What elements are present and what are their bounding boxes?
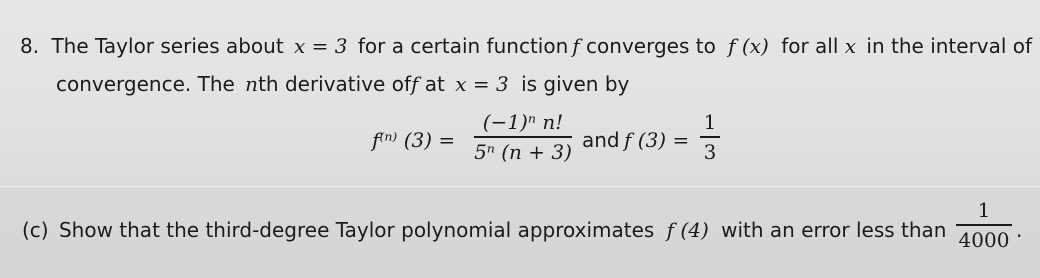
center-condition: x = 3 [294, 34, 348, 58]
error-bound-numerator: 1 [977, 198, 991, 222]
error-bound-fraction [956, 198, 1012, 252]
derivative-numerator: (−1)ⁿ n! [482, 110, 564, 134]
variable-n: n [245, 72, 259, 96]
function-at-4: f (4) [666, 218, 709, 242]
intro-text: for all [781, 34, 839, 58]
intro-text: in the interval of [866, 34, 1033, 58]
intro-text: converges to [586, 34, 716, 58]
fraction-bar [700, 136, 720, 138]
intro-text: for a certain function [357, 34, 569, 58]
derivative-lhs: f⁽ⁿ⁾ (3) = [372, 128, 456, 152]
f3-lhs: f (3) = [624, 128, 690, 152]
function-symbol: f [410, 72, 419, 96]
intro-text: The Taylor series about [51, 34, 284, 58]
fraction-bar [956, 224, 1012, 226]
intro-text: convergence. The [56, 72, 235, 96]
f3-denominator: 3 [703, 139, 717, 164]
derivative-fraction [474, 110, 572, 164]
problem-line-2 [56, 72, 629, 96]
part-c-label: (c) [22, 218, 49, 242]
intro-text: at [424, 72, 445, 96]
part-c-text: with an error less than [721, 218, 947, 242]
fraction-bar [474, 136, 572, 138]
part-c-text: Show that the third-degree Taylor polynomial approximates [58, 218, 655, 242]
section-divider [0, 186, 1040, 189]
end-punctuation: . [1016, 218, 1023, 242]
function-expression: f (x) [728, 34, 769, 58]
intro-text: is given by [521, 72, 630, 96]
part-c-line [22, 218, 947, 242]
f3-fraction [700, 110, 720, 164]
intro-text: th derivative of [258, 72, 411, 96]
variable-symbol: x [844, 34, 857, 58]
connector-text: and [582, 128, 620, 152]
derivative-denominator: 5ⁿ (n + 3) [474, 139, 572, 164]
problem-line-1 [20, 34, 1032, 58]
function-symbol: f [572, 34, 580, 58]
center-condition: x = 3 [455, 72, 509, 96]
error-bound-denominator: 4000 [958, 227, 1010, 252]
f3-numerator: 1 [703, 110, 717, 134]
problem-number: 8. [20, 34, 40, 58]
